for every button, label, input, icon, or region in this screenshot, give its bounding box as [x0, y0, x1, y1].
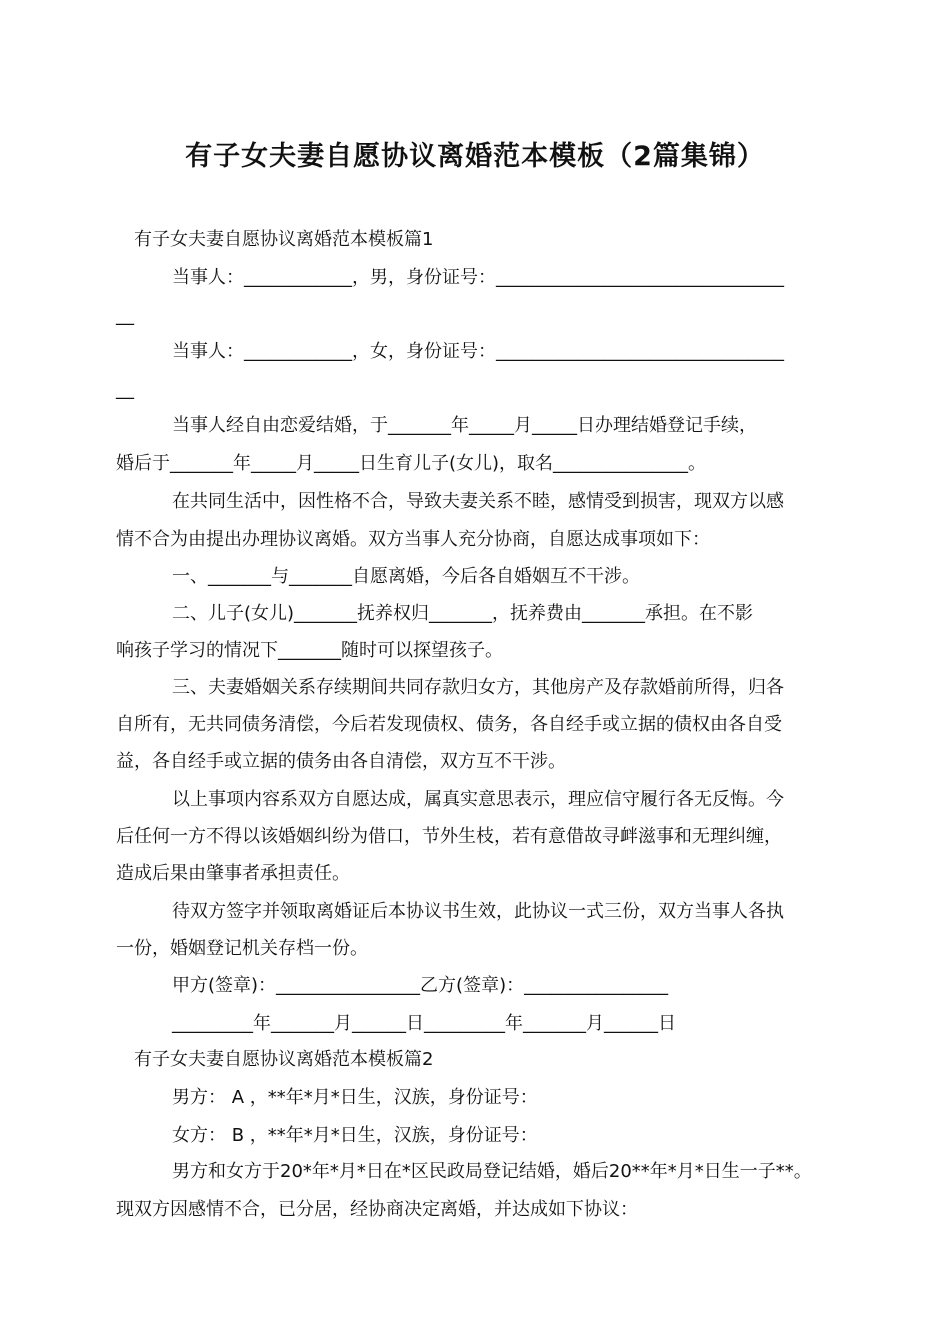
date-line: _________年_______月______日_________年_______月______日: [172, 1013, 676, 1034]
party-line-male-cont: __: [116, 305, 134, 326]
clause-1: 一、_______与_______自愿离婚，今后各自婚姻互不干涉。: [172, 566, 640, 587]
paragraph-line: 在共同生活中，因性格不合，导致夫妻关系不睦，感情受到损害，现双方以感: [172, 491, 784, 512]
paragraph-line: 一份，婚姻登记机关存档一份。: [116, 938, 368, 959]
paragraph-line: 婚后于_______年_____月_____日生育儿子(女儿)，取名_______________。: [116, 453, 707, 474]
clause-2: 二、儿子(女儿)_______抚养权归_______，抚养费由_______承担。在不影: [172, 603, 754, 624]
clause-3-cont: 益，各自经手或立据的债务由各自清偿，双方互不干涉。: [116, 751, 566, 772]
paragraph-line: 情不合为由提出办理协议离婚。双方当事人充分协商，自愿达成事项如下：: [116, 529, 710, 550]
party-line-woman: 女方： B ，**年*月*日生，汉族，身份证号：: [172, 1125, 538, 1146]
clause-3: 三、夫妻婚姻关系存续期间共同存款归女方，其他房产及存款婚前所得，归各: [172, 677, 784, 698]
party-line-female: 当事人：____________，女，身份证号：________________________________: [172, 341, 784, 362]
section-heading-2: 有子女夫妻自愿协议离婚范本模板篇2: [134, 1049, 434, 1070]
paragraph-line: 待双方签字并领取离婚证后本协议书生效，此协议一式三份，双方当事人各执: [172, 901, 784, 922]
signature-line: 甲方(签章)：________________乙方(签章)：________________: [172, 975, 669, 996]
paragraph-line: 男方和女方于20*年*月*日在*区民政局登记结婚，婚后20**年*月*日生一子**。: [172, 1161, 812, 1182]
paragraph-line: 造成后果由肇事者承担责任。: [116, 863, 350, 884]
party-line-female-cont: __: [116, 379, 134, 400]
paragraph-line: 当事人经自由恋爱结婚，于_______年_____月_____日办理结婚登记手续，: [172, 415, 757, 436]
paragraph-line: 以上事项内容系双方自愿达成，属真实意思表示，理应信守履行各无反悔。今: [172, 789, 784, 810]
document-title: 有子女夫妻自愿协议离婚范本模板（2篇集锦）: [185, 141, 765, 172]
clause-3-cont: 自所有，无共同债务清偿，今后若发现债权、债务，各自经手或立据的债权由各自受: [116, 714, 782, 735]
party-line-man: 男方： A ，**年*月*日生，汉族，身份证号：: [172, 1087, 538, 1108]
party-line-male: 当事人：____________，男，身份证号：________________________________: [172, 267, 784, 288]
paragraph-line: 后任何一方不得以该婚姻纠纷为借口，节外生枝，若有意借故寻衅滋事和无理纠缠，: [116, 826, 782, 847]
section-heading-1: 有子女夫妻自愿协议离婚范本模板篇1: [134, 229, 434, 250]
clause-2-cont: 响孩子学习的情况下_______随时可以探望孩子。: [116, 640, 503, 661]
paragraph-line: 现双方因感情不合，已分居，经协商决定离婚，并达成如下协议：: [116, 1199, 638, 1220]
